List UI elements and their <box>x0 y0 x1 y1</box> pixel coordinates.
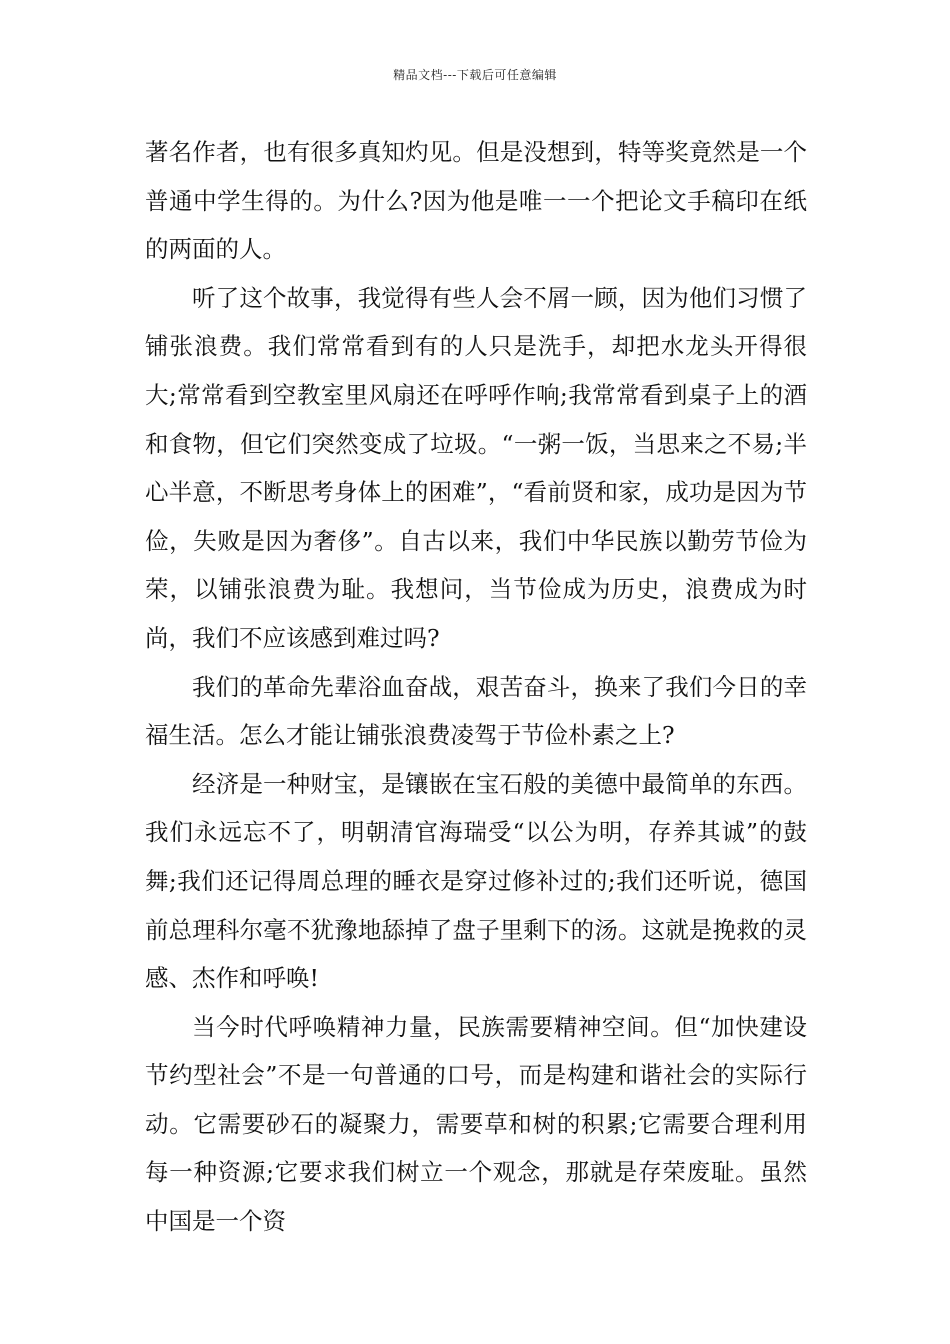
paragraph-1: 著名作者，也有很多真知灼见。但是没想到，特等奖竟然是一个普通中学生得的。为什么?因为他是唯一一个把论文手稿印在纸的两面的人。 <box>145 138 807 264</box>
page-header: 精品文档---下载后可任意编辑 <box>393 68 557 82</box>
paragraph-5: 当今时代呼唤精神力量，民族需要精神空间。但“加快建设节约型社会”不是一句普通的口号，而是构建和谐社会的实际行动。它需要砂石的凝聚力，需要草和树的积累;它需要合理利用每一种资源;它要求我们树立一个观念，那就是存荣废耻。虽然中国是一个资 <box>145 1012 807 1236</box>
document-body <box>145 128 807 1246</box>
paragraph-4: 经济是一种财宝，是镶嵌在宝石般的美德中最简单的东西。我们永远忘不了，明朝清官海瑞受“以公为明，存养其诚”的鼓舞;我们还记得周总理的睡衣是穿过修补过的;我们还听说，德国前总理科尔毫不犹豫地舔掉了盘子里剩下的汤。这就是挽救的灵感、杰作和呼唤! <box>145 769 807 993</box>
paragraph-3: 我们的革命先辈浴血奋战，艰苦奋斗，换来了我们今日的幸福生活。怎么才能让铺张浪费凌驾于节俭朴素之上? <box>145 672 807 750</box>
paragraph-2: 听了这个故事，我觉得有些人会不屑一顾，因为他们习惯了铺张浪费。我们常常看到有的人只是洗手，却把水龙头开得很大;常常看到空教室里风扇还在呼呼作响;我常常看到桌子上的酒和食物，但它们突然变成了垃圾。“一粥一饭，当思来之不易;半心半意，不断思考身体上的困难”，“看前贤和家，成功是因为节俭，失败是因为奢侈”。自古以来，我们中华民族以勤劳节俭为荣，以铺张浪费为耻。我想问，当节俭成为历史，浪费成为时尚，我们不应该感到难过吗? <box>145 283 807 652</box>
